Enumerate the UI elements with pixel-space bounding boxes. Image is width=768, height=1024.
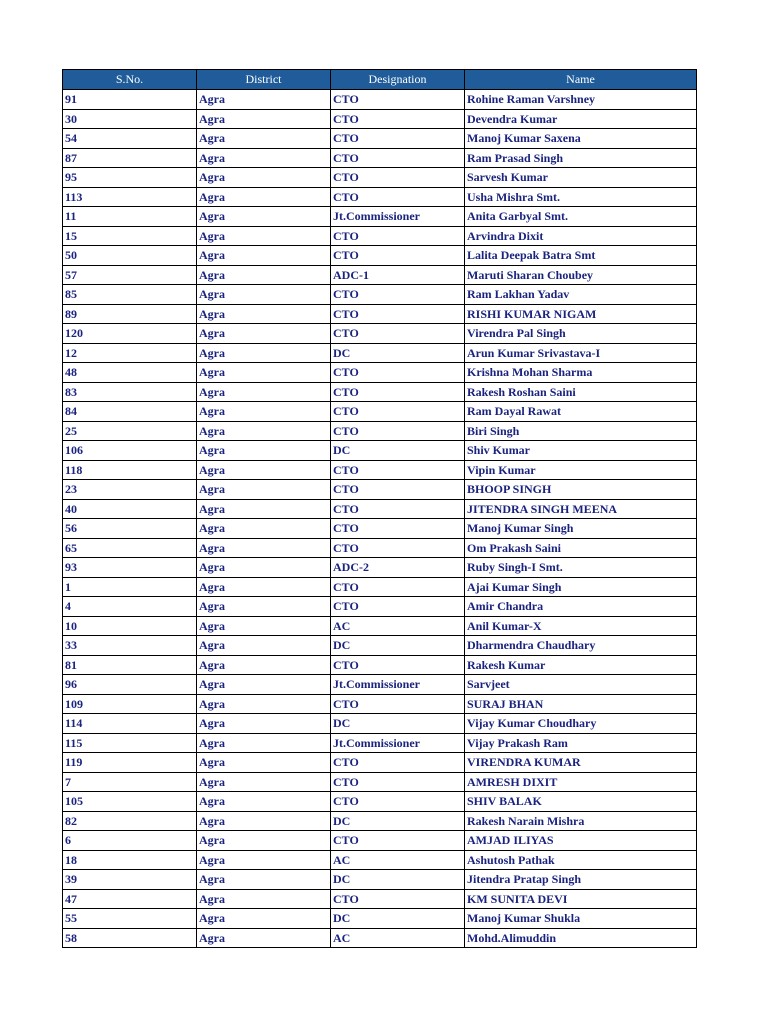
cell-name: Sarvesh Kumar — [465, 168, 697, 188]
table-row — [63, 304, 697, 324]
table-row — [63, 187, 697, 207]
cell-district: Agra — [197, 226, 331, 246]
cell-district: Agra — [197, 246, 331, 266]
cell-designation: CTO — [331, 363, 465, 383]
cell-district: Agra — [197, 363, 331, 383]
cell-name: Om Prakash Saini — [465, 538, 697, 558]
table-row — [63, 265, 697, 285]
cell-name: Rakesh Kumar — [465, 655, 697, 675]
cell-district: Agra — [197, 831, 331, 851]
table-row — [63, 109, 697, 129]
table-row — [63, 168, 697, 188]
cell-designation: CTO — [331, 168, 465, 188]
table-row — [63, 928, 697, 948]
cell-sno: 18 — [63, 850, 197, 870]
cell-district: Agra — [197, 285, 331, 305]
cell-sno: 56 — [63, 519, 197, 539]
cell-name: Mohd.Alimuddin — [465, 928, 697, 948]
cell-sno: 82 — [63, 811, 197, 831]
table-row — [63, 597, 697, 617]
table-row — [63, 811, 697, 831]
cell-name: Rakesh Roshan Saini — [465, 382, 697, 402]
table-row — [63, 285, 697, 305]
cell-district: Agra — [197, 109, 331, 129]
cell-district: Agra — [197, 675, 331, 695]
cell-name: Manoj Kumar Saxena — [465, 129, 697, 149]
table-row — [63, 421, 697, 441]
table-row — [63, 558, 697, 578]
cell-sno: 115 — [63, 733, 197, 753]
cell-name: Virendra Pal Singh — [465, 324, 697, 344]
table-row — [63, 831, 697, 851]
cell-designation: CTO — [331, 187, 465, 207]
cell-designation: CTO — [331, 382, 465, 402]
cell-designation: CTO — [331, 499, 465, 519]
table-row — [63, 441, 697, 461]
cell-designation: CTO — [331, 402, 465, 422]
cell-district: Agra — [197, 792, 331, 812]
cell-district: Agra — [197, 538, 331, 558]
cell-district: Agra — [197, 460, 331, 480]
cell-name: SURAJ BHAN — [465, 694, 697, 714]
cell-sno: 6 — [63, 831, 197, 851]
table-row — [63, 753, 697, 773]
table-row — [63, 226, 697, 246]
table-row — [63, 850, 697, 870]
column-header-sno: S.No. — [63, 70, 197, 90]
cell-sno: 47 — [63, 889, 197, 909]
cell-name: SHIV BALAK — [465, 792, 697, 812]
cell-district: Agra — [197, 694, 331, 714]
cell-sno: 85 — [63, 285, 197, 305]
cell-name: Ruby Singh-I Smt. — [465, 558, 697, 578]
cell-designation: CTO — [331, 109, 465, 129]
cell-name: Vipin Kumar — [465, 460, 697, 480]
table-row — [63, 519, 697, 539]
cell-sno: 4 — [63, 597, 197, 617]
cell-sno: 57 — [63, 265, 197, 285]
cell-designation: CTO — [331, 831, 465, 851]
cell-name: Arun Kumar Srivastava-I — [465, 343, 697, 363]
cell-district: Agra — [197, 636, 331, 656]
cell-designation: ADC-2 — [331, 558, 465, 578]
cell-name: Vijay Kumar Choudhary — [465, 714, 697, 734]
column-header-name: Name — [465, 70, 697, 90]
cell-sno: 12 — [63, 343, 197, 363]
cell-designation: DC — [331, 636, 465, 656]
cell-designation: AC — [331, 616, 465, 636]
cell-designation: CTO — [331, 694, 465, 714]
cell-sno: 106 — [63, 441, 197, 461]
cell-designation: CTO — [331, 129, 465, 149]
cell-sno: 39 — [63, 870, 197, 890]
column-header-designation: Designation — [331, 70, 465, 90]
cell-name: KM SUNITA DEVI — [465, 889, 697, 909]
cell-sno: 1 — [63, 577, 197, 597]
table-row — [63, 402, 697, 422]
cell-designation: CTO — [331, 148, 465, 168]
cell-district: Agra — [197, 480, 331, 500]
cell-name: AMJAD ILIYAS — [465, 831, 697, 851]
table-row — [63, 792, 697, 812]
cell-sno: 113 — [63, 187, 197, 207]
cell-name: Biri Singh — [465, 421, 697, 441]
cell-designation: DC — [331, 909, 465, 929]
cell-designation: CTO — [331, 421, 465, 441]
cell-sno: 7 — [63, 772, 197, 792]
cell-sno: 105 — [63, 792, 197, 812]
cell-name: Dharmendra Chaudhary — [465, 636, 697, 656]
cell-designation: CTO — [331, 90, 465, 110]
cell-name: Krishna Mohan Sharma — [465, 363, 697, 383]
cell-sno: 120 — [63, 324, 197, 344]
cell-name: Manoj Kumar Singh — [465, 519, 697, 539]
cell-designation: CTO — [331, 285, 465, 305]
table-row — [63, 207, 697, 227]
cell-district: Agra — [197, 168, 331, 188]
cell-sno: 91 — [63, 90, 197, 110]
cell-sno: 23 — [63, 480, 197, 500]
cell-sno: 55 — [63, 909, 197, 929]
cell-name: Anita Garbyal Smt. — [465, 207, 697, 227]
cell-designation: CTO — [331, 304, 465, 324]
table-row — [63, 324, 697, 344]
cell-sno: 119 — [63, 753, 197, 773]
cell-district: Agra — [197, 753, 331, 773]
cell-designation: Jt.Commissioner — [331, 207, 465, 227]
cell-designation: DC — [331, 870, 465, 890]
header-row — [63, 70, 697, 90]
cell-district: Agra — [197, 421, 331, 441]
table-row — [63, 499, 697, 519]
cell-name: JITENDRA SINGH MEENA — [465, 499, 697, 519]
officer-table — [62, 69, 697, 948]
cell-name: Amir Chandra — [465, 597, 697, 617]
table-row — [63, 343, 697, 363]
cell-designation: CTO — [331, 597, 465, 617]
cell-district: Agra — [197, 772, 331, 792]
cell-district: Agra — [197, 148, 331, 168]
cell-district: Agra — [197, 324, 331, 344]
cell-sno: 96 — [63, 675, 197, 695]
column-header-district: District — [197, 70, 331, 90]
cell-sno: 58 — [63, 928, 197, 948]
cell-designation: DC — [331, 714, 465, 734]
cell-district: Agra — [197, 343, 331, 363]
cell-sno: 48 — [63, 363, 197, 383]
table-row — [63, 382, 697, 402]
cell-sno: 50 — [63, 246, 197, 266]
cell-district: Agra — [197, 187, 331, 207]
cell-sno: 84 — [63, 402, 197, 422]
cell-designation: CTO — [331, 889, 465, 909]
table-row — [63, 655, 697, 675]
cell-name: Rohine Raman Varshney — [465, 90, 697, 110]
cell-designation: CTO — [331, 792, 465, 812]
table-row — [63, 363, 697, 383]
cell-designation: CTO — [331, 246, 465, 266]
table-row — [63, 733, 697, 753]
cell-designation: CTO — [331, 519, 465, 539]
table-row — [63, 694, 697, 714]
cell-sno: 65 — [63, 538, 197, 558]
cell-name: Rakesh Narain Mishra — [465, 811, 697, 831]
table-row — [63, 246, 697, 266]
cell-name: VIRENDRA KUMAR — [465, 753, 697, 773]
cell-sno: 54 — [63, 129, 197, 149]
cell-district: Agra — [197, 928, 331, 948]
cell-district: Agra — [197, 402, 331, 422]
table-row — [63, 460, 697, 480]
cell-sno: 25 — [63, 421, 197, 441]
cell-sno: 89 — [63, 304, 197, 324]
cell-district: Agra — [197, 850, 331, 870]
cell-name: Jitendra Pratap Singh — [465, 870, 697, 890]
table-row — [63, 889, 697, 909]
cell-designation: CTO — [331, 538, 465, 558]
cell-district: Agra — [197, 597, 331, 617]
cell-sno: 15 — [63, 226, 197, 246]
cell-name: Manoj Kumar Shukla — [465, 909, 697, 929]
table-row — [63, 538, 697, 558]
table-row — [63, 636, 697, 656]
table-body — [63, 90, 697, 948]
cell-designation: CTO — [331, 480, 465, 500]
cell-district: Agra — [197, 655, 331, 675]
cell-designation: DC — [331, 811, 465, 831]
cell-designation: AC — [331, 850, 465, 870]
cell-name: Ram Dayal Rawat — [465, 402, 697, 422]
cell-name: Usha Mishra Smt. — [465, 187, 697, 207]
cell-district: Agra — [197, 265, 331, 285]
table-row — [63, 616, 697, 636]
cell-sno: 83 — [63, 382, 197, 402]
cell-district: Agra — [197, 129, 331, 149]
cell-designation: DC — [331, 441, 465, 461]
cell-name: Ajai Kumar Singh — [465, 577, 697, 597]
cell-name: Devendra Kumar — [465, 109, 697, 129]
table-header — [63, 70, 697, 90]
cell-designation: CTO — [331, 577, 465, 597]
cell-name: Vijay Prakash Ram — [465, 733, 697, 753]
cell-district: Agra — [197, 889, 331, 909]
table-row — [63, 90, 697, 110]
table-row — [63, 148, 697, 168]
cell-district: Agra — [197, 616, 331, 636]
cell-district: Agra — [197, 811, 331, 831]
table-row — [63, 129, 697, 149]
cell-designation: CTO — [331, 460, 465, 480]
cell-sno: 40 — [63, 499, 197, 519]
cell-designation: CTO — [331, 753, 465, 773]
table-row — [63, 480, 697, 500]
cell-designation: DC — [331, 343, 465, 363]
cell-district: Agra — [197, 304, 331, 324]
cell-designation: CTO — [331, 226, 465, 246]
cell-designation: Jt.Commissioner — [331, 675, 465, 695]
cell-name: Maruti Sharan Choubey — [465, 265, 697, 285]
cell-name: RISHI KUMAR NIGAM — [465, 304, 697, 324]
cell-sno: 10 — [63, 616, 197, 636]
cell-sno: 95 — [63, 168, 197, 188]
cell-district: Agra — [197, 441, 331, 461]
cell-name: Arvindra Dixit — [465, 226, 697, 246]
cell-designation: AC — [331, 928, 465, 948]
cell-sno: 11 — [63, 207, 197, 227]
cell-sno: 109 — [63, 694, 197, 714]
cell-sno: 93 — [63, 558, 197, 578]
cell-district: Agra — [197, 733, 331, 753]
cell-designation: Jt.Commissioner — [331, 733, 465, 753]
cell-name: Sarvjeet — [465, 675, 697, 695]
cell-name: Lalita Deepak Batra Smt — [465, 246, 697, 266]
cell-designation: CTO — [331, 324, 465, 344]
cell-sno: 81 — [63, 655, 197, 675]
cell-district: Agra — [197, 909, 331, 929]
cell-district: Agra — [197, 499, 331, 519]
cell-sno: 30 — [63, 109, 197, 129]
cell-sno: 118 — [63, 460, 197, 480]
cell-designation: CTO — [331, 772, 465, 792]
officer-list-sheet — [62, 69, 696, 948]
cell-sno: 87 — [63, 148, 197, 168]
cell-name: Shiv Kumar — [465, 441, 697, 461]
cell-district: Agra — [197, 90, 331, 110]
cell-district: Agra — [197, 558, 331, 578]
cell-district: Agra — [197, 870, 331, 890]
cell-name: Ram Lakhan Yadav — [465, 285, 697, 305]
table-row — [63, 675, 697, 695]
cell-name: Ashutosh Pathak — [465, 850, 697, 870]
cell-designation: ADC-1 — [331, 265, 465, 285]
cell-sno: 33 — [63, 636, 197, 656]
cell-district: Agra — [197, 714, 331, 734]
cell-name: AMRESH DIXIT — [465, 772, 697, 792]
cell-name: Ram Prasad Singh — [465, 148, 697, 168]
cell-sno: 114 — [63, 714, 197, 734]
table-row — [63, 714, 697, 734]
cell-name: BHOOP SINGH — [465, 480, 697, 500]
cell-designation: CTO — [331, 655, 465, 675]
cell-district: Agra — [197, 207, 331, 227]
table-row — [63, 909, 697, 929]
cell-district: Agra — [197, 382, 331, 402]
cell-name: Anil Kumar-X — [465, 616, 697, 636]
table-row — [63, 870, 697, 890]
table-row — [63, 772, 697, 792]
table-row — [63, 577, 697, 597]
cell-district: Agra — [197, 577, 331, 597]
cell-district: Agra — [197, 519, 331, 539]
